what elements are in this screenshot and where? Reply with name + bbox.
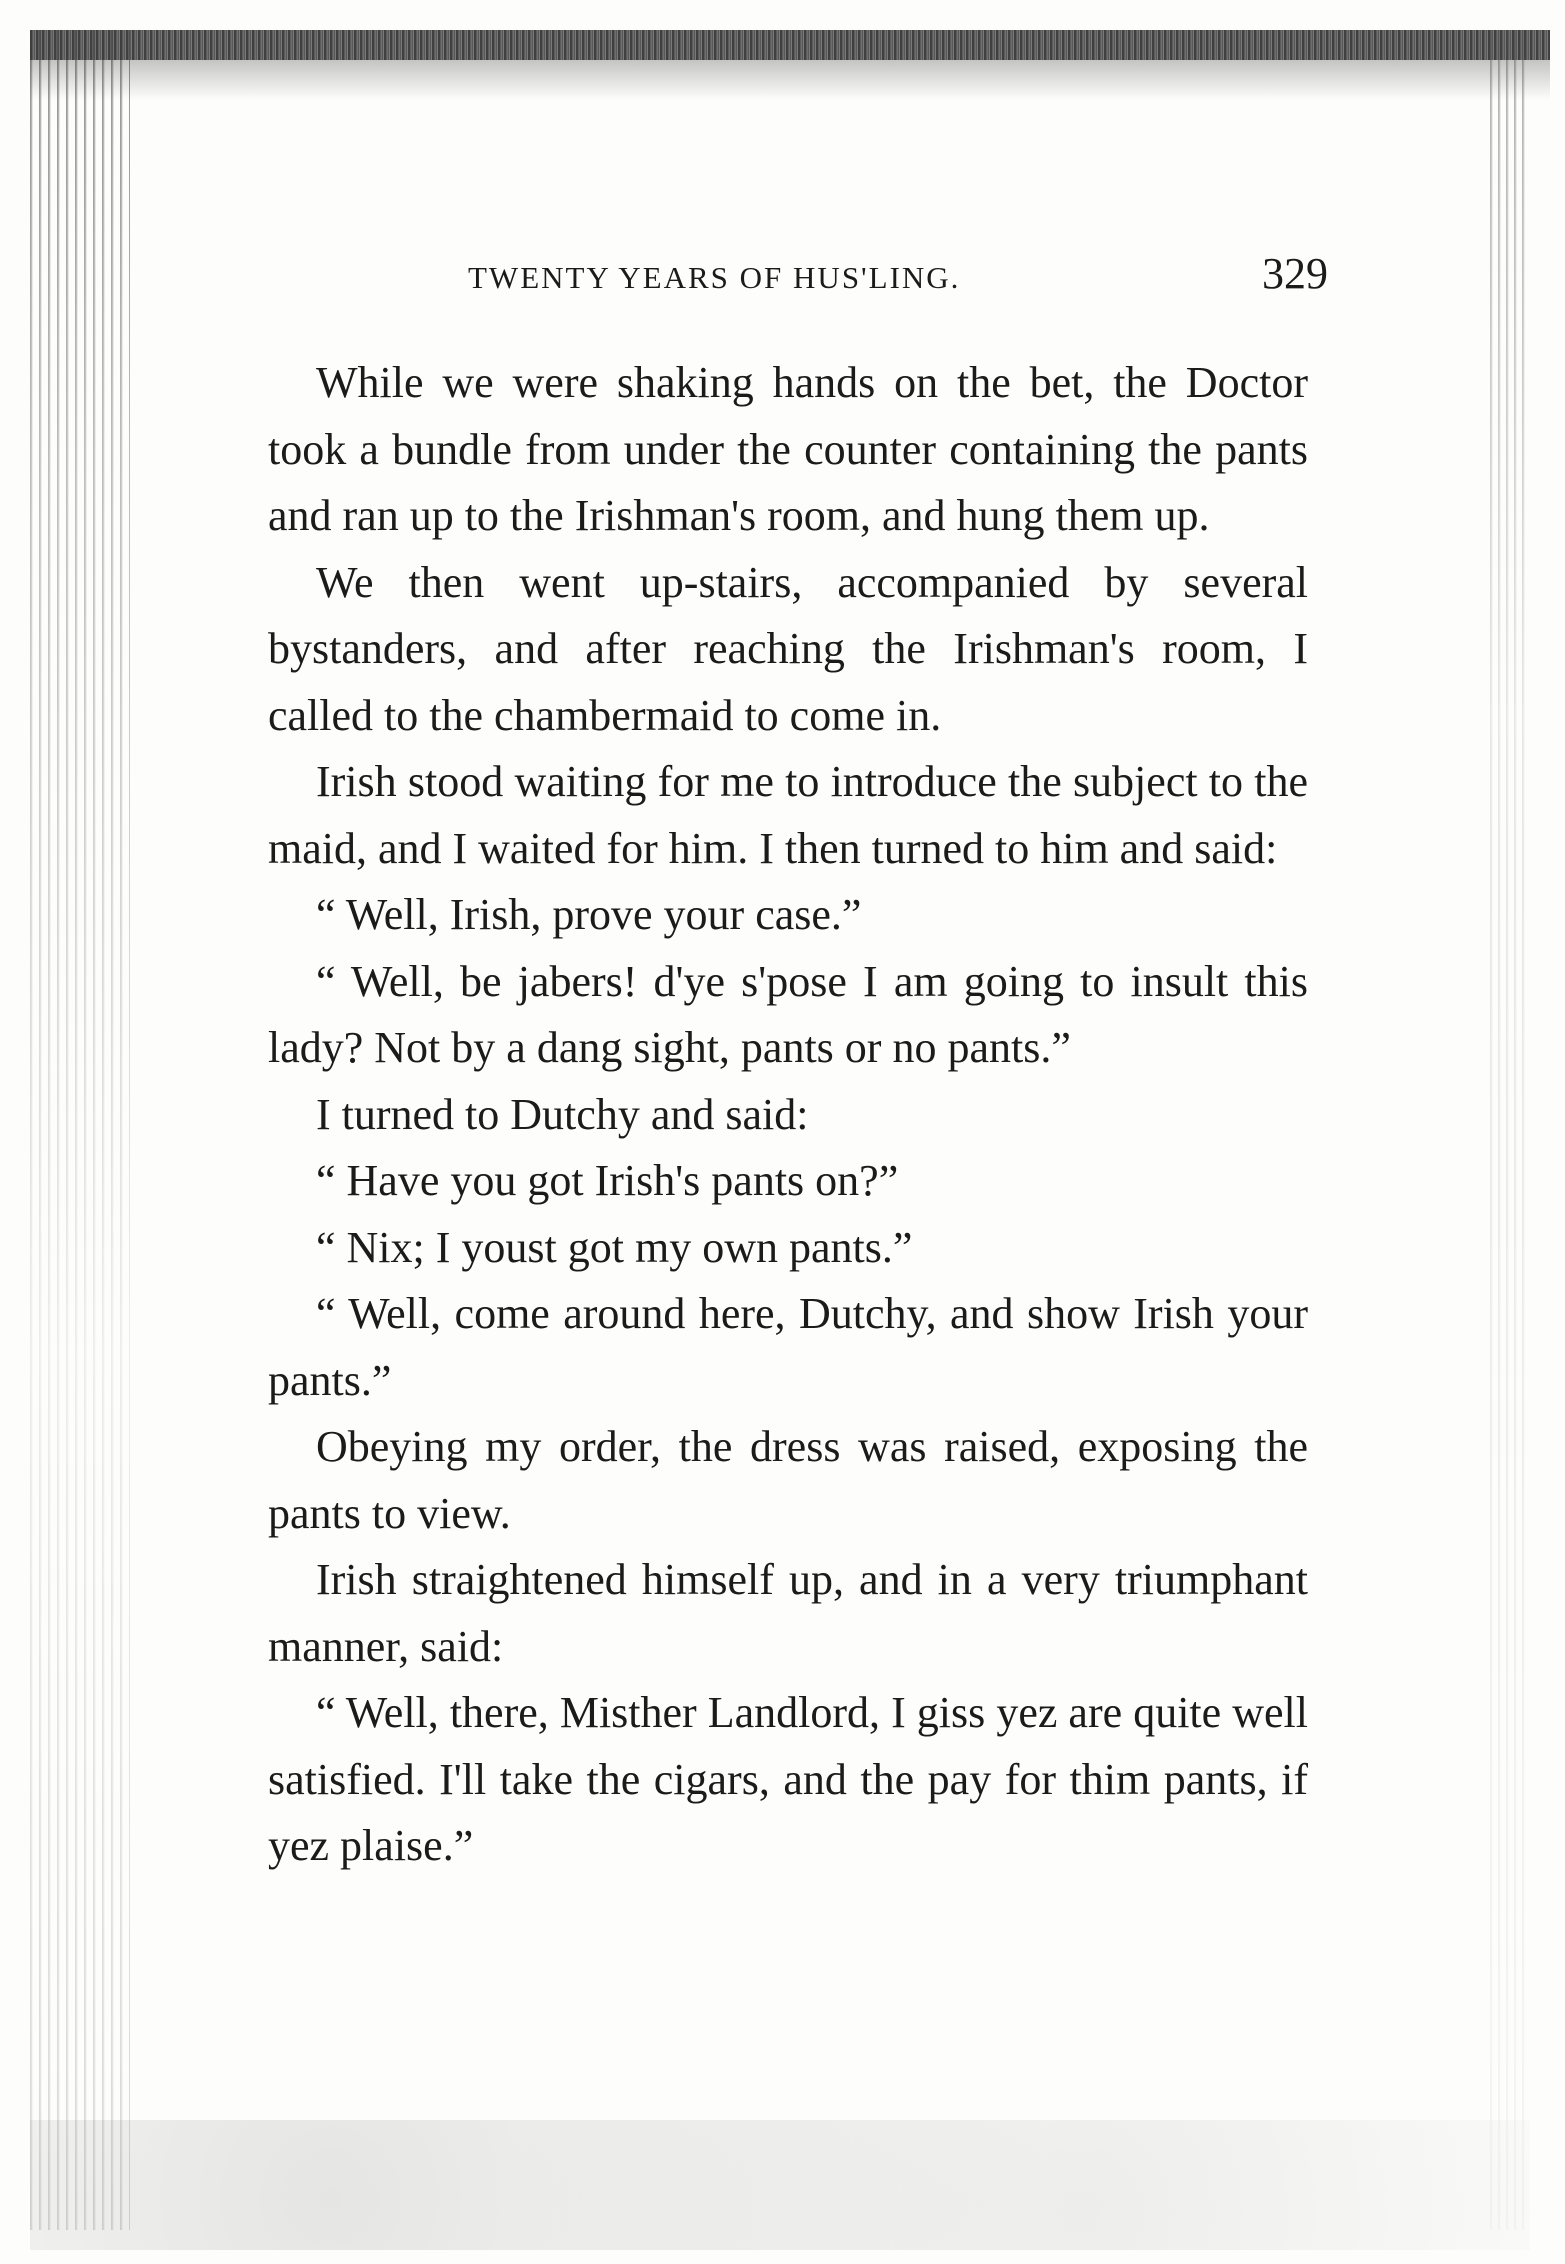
running-head (268, 248, 1328, 308)
scan-top-shadow (30, 60, 1550, 100)
paragraph: “ Well, come around here, Dutchy, and show Irish your pants.” (268, 1289, 1308, 1405)
scan-top-edge (30, 30, 1550, 60)
body-text (268, 350, 1308, 1880)
scan-bottom-noise (30, 2120, 1530, 2250)
page-number: 329 (1262, 249, 1328, 298)
paragraph: While we were shaking hands on the bet, the Doctor took a bundle from under the counter containing the pants and ran up to the Irishman's room, and hung them up. (268, 358, 1308, 540)
paragraph: I turned to Dutchy and said: (316, 1089, 809, 1139)
paragraph: “ Well, Irish, prove your case.” (316, 890, 862, 939)
scan-left-edge (30, 30, 130, 2230)
paragraph: Irish straightened himself up, and in a very triumphant manner, said: (268, 1555, 1308, 1671)
paragraph: “ Well, there, Misther Landlord, I giss yez are quite well satisfied. I'll take the cigars, and the pay for thim pants, if yez plaise.” (268, 1688, 1308, 1870)
paragraph: “ Well, be jabers! d'ye s'pose I am going to insult this lady? Not by a dang sight, pants or no pants.” (268, 956, 1308, 1072)
scan-right-edge (1490, 30, 1530, 2230)
paragraph: “ Nix; I youst got my own pants.” (316, 1222, 913, 1272)
paragraph: Obeying my order, the dress was raised, exposing the pants to view. (268, 1422, 1308, 1538)
running-title: TWENTY YEARS OF HUS'LING. (468, 260, 961, 295)
paragraph: “ Have you got Irish's pants on?” (316, 1156, 899, 1205)
paragraph: Irish stood waiting for me to introduce the subject to the maid, and I waited for him. I then turned to him and said: (268, 757, 1308, 873)
paragraph: We then went up-stairs, accompanied by several bystanders, and after reaching the Irishman's room, I called to the chambermaid to come in. (268, 557, 1308, 740)
